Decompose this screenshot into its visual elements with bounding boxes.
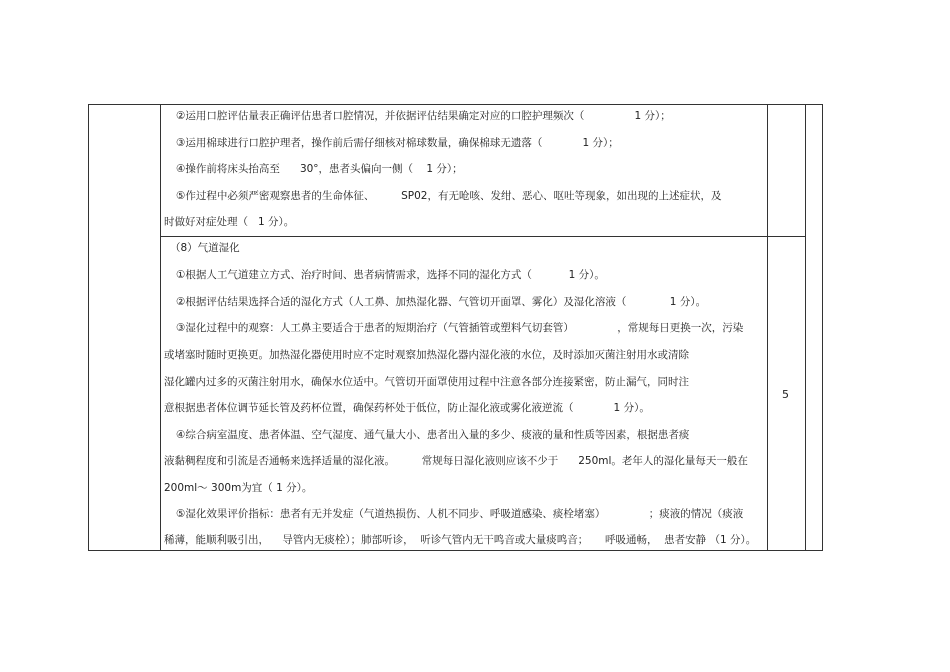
column-divider-content	[160, 104, 161, 551]
section-heading: （8）气道湿化	[170, 242, 240, 254]
text-line: ③运用棉球进行口腔护理者，操作前后需仔细核对棉球数量，确保棉球无遗落（ 1 分）；	[176, 137, 619, 149]
column-divider-score	[767, 104, 768, 551]
text-line: ⑤作过程中必须严密观察患者的生命体征、 SP02，有无呛咳、发绀、恶心、呕吐等现象，如出现的上述症状，及	[176, 190, 722, 202]
text-line: ①根据人工气道建立方式、治疗时间、患者病情需求，选择不同的湿化方式（ 1 分）。	[176, 269, 605, 281]
text-line: ②根据评估结果选择合适的湿化方式（人工鼻、加热湿化器、气管切开面罩、雾化）及湿化溶液（ 1 分）。	[176, 296, 707, 308]
row-divider	[160, 236, 805, 237]
text-line: ③湿化过程中的观察：人工鼻主要适合于患者的短期治疗（气管插管或塑料气切套管） ，常规每日更换一次，污染	[176, 322, 744, 334]
score-value: 5	[782, 388, 789, 401]
column-divider-right	[805, 104, 806, 551]
table-right-border	[822, 104, 823, 551]
table-left-border	[88, 104, 89, 551]
text-line: ②运用口腔评估量表正确评估患者口腔情况，并依据评估结果确定对应的口腔护理频次（ 1 分）；	[176, 110, 671, 122]
text-line: 液黏稠程度和引流是否通畅来选择适量的湿化液。 常规每日湿化液则应该不少于 250ml。老年人的湿化量每天一般在	[164, 455, 748, 467]
text-line: 或堵塞时随时更换更。加热湿化器使用时应不定时观察加热湿化器内湿化液的水位，及时添加灭菌注射用水或清除	[164, 349, 689, 361]
text-line: ⑤湿化效果评价指标：患者有无并发症（气道热损伤、人机不同步、呼吸道感染、痰栓堵塞） ；痰液的情况（痰液	[176, 508, 744, 520]
text-line: ④综合病室温度、患者体温、空气湿度、通气量大小、患者出入量的多少、痰液的量和性质等因素，根据患者痰	[176, 429, 690, 441]
text-line: 湿化罐内过多的灭菌注射用水，确保水位适中。气管切开面罩使用过程中注意各部分连接紧密，防止漏气，同时注	[164, 376, 689, 388]
text-line: 稀薄，能顺利吸引出， 导管内无痰栓）；肺部听诊， 听诊气管内无干鸣音或大量痰鸣音； 呼吸通畅， 患者安静 （1 分）。	[164, 534, 757, 546]
text-line: 时做好对症处理（ 1 分）。	[164, 216, 295, 228]
table-bottom-border	[88, 550, 823, 551]
text-line: 200ml～ 300m为宜（ 1 分）。	[164, 482, 313, 494]
table-top-border	[88, 104, 823, 105]
text-line: 意根据患者体位调节延长管及药杯位置，确保药杯处于低位，防止湿化液或雾化液逆流（ 1 分）。	[164, 402, 650, 414]
text-line: ④操作前将床头抬高至 30°，患者头偏向一侧（ 1 分）；	[176, 163, 463, 175]
